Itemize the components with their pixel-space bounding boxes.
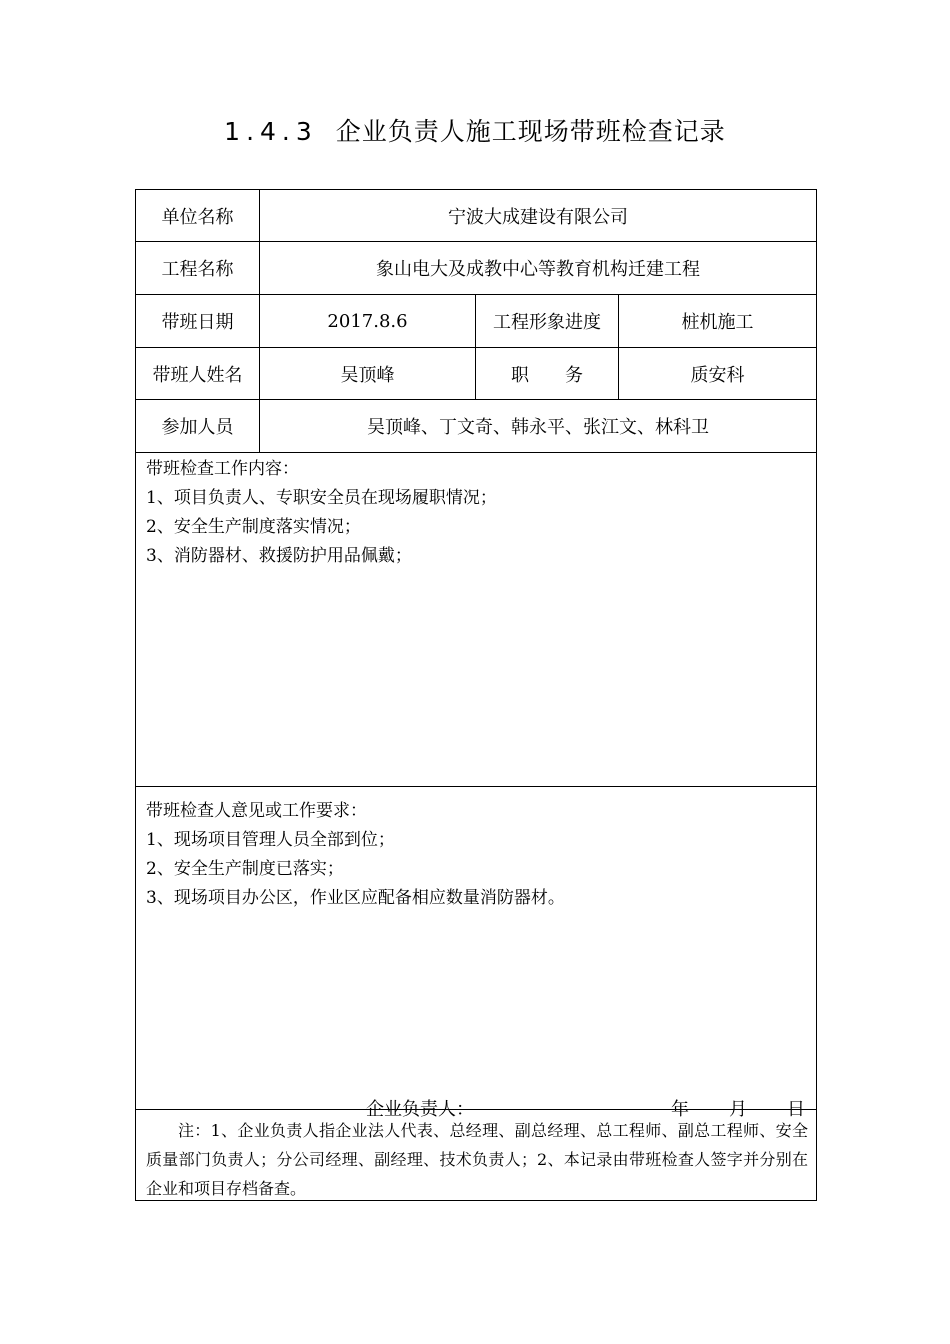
- year-label: 年: [671, 1099, 689, 1120]
- project-label: 工程名称: [136, 242, 260, 294]
- inspection-content: [136, 453, 816, 787]
- content-heading: 带班检查工作内容：: [146, 459, 299, 479]
- inspector-opinion: [136, 787, 816, 1120]
- progress-label: 工程形象进度: [476, 295, 619, 347]
- participants-label: 参加人员: [136, 400, 260, 452]
- opinion-item-3: 3、现场项目办公区，作业区应配备相应数量消防器材。: [146, 888, 565, 908]
- position-label: 职 务: [476, 348, 619, 399]
- participants-row: [136, 400, 816, 453]
- date-label: 带班日期: [136, 295, 260, 347]
- unit-label: 单位名称: [136, 190, 260, 241]
- participants-value: 吴顶峰、丁文奇、韩永平、张江文、林科卫: [367, 417, 709, 438]
- progress-value: 桩机施工: [681, 312, 754, 333]
- inspection-form: [135, 189, 817, 1201]
- day-label: 日: [787, 1099, 805, 1120]
- page-title: [0, 112, 950, 148]
- month-label: 月: [729, 1099, 747, 1120]
- leader-value: 吴顶峰: [260, 348, 476, 399]
- opinion-heading: 带班检查人意见或工作要求：: [146, 801, 367, 821]
- leader-row: [136, 348, 816, 400]
- content-item-1: 1、项目负责人、专职安全员在现场履职情况；: [146, 488, 497, 508]
- title-number: 1.4.3: [224, 117, 318, 146]
- unit-value: 宁波大成建设有限公司: [448, 206, 628, 228]
- content-item-3: 3、消防器材、救援防护用品佩戴；: [146, 546, 412, 566]
- content-item-2: 2、安全生产制度落实情况；: [146, 517, 361, 537]
- footnote: 注：1、企业负责人指企业法人代表、总经理、副总经理、总工程师、副总工程师、安全质量部门负责人；分公司经理、副经理、技术负责人；2、本记录由带班检查人签字并分别在企业和项目存档备查。: [146, 1121, 808, 1198]
- project-value: 象山电大及成教中心等教育机构迁建工程: [376, 259, 700, 280]
- opinion-item-2: 2、安全生产制度已落实；: [146, 859, 344, 879]
- leader-label: 带班人姓名: [136, 348, 260, 399]
- unit-row: [136, 190, 816, 242]
- date-value: 2017.8.6: [260, 295, 476, 347]
- project-row: [136, 242, 816, 295]
- date-row: [136, 295, 816, 348]
- title-text: 企业负责人施工现场带班检查记录: [335, 117, 726, 146]
- position-value: 质安科: [690, 364, 745, 386]
- opinion-item-1: 1、现场项目管理人员全部到位；: [146, 830, 395, 850]
- signer-label: 企业负责人：: [366, 1099, 474, 1120]
